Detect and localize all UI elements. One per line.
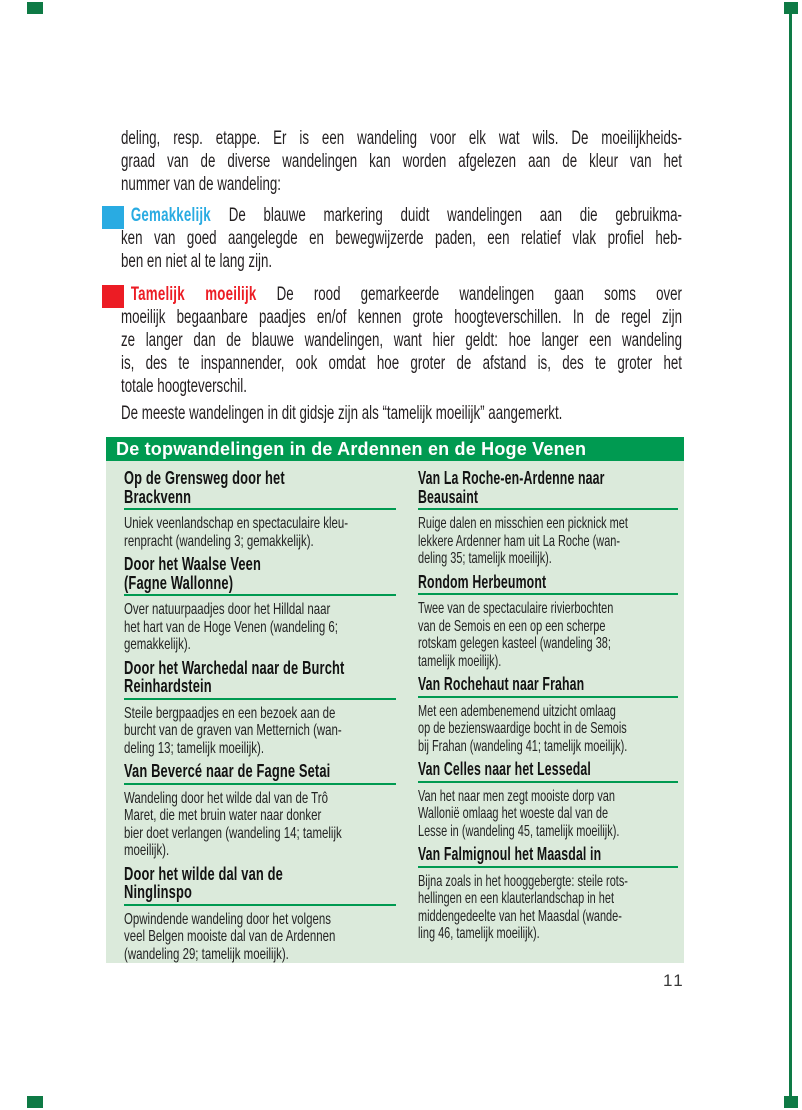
walk-description-line: bier doet verlangen (wandeling 14; tamelijk — [124, 824, 342, 842]
title-underline — [124, 904, 396, 906]
text-line: moeilijk begaanbare paadjes en/of kennen grote hoogteverschillen. In de regel zijn — [121, 307, 682, 328]
intro-paragraph — [121, 127, 682, 196]
walk-description — [124, 601, 396, 654]
walk-description — [418, 600, 678, 670]
walk-item — [124, 762, 396, 860]
walk-title-line: Door het wilde dal van de — [124, 863, 283, 884]
walk-item — [418, 573, 678, 671]
walk-title — [124, 659, 396, 696]
title-underline — [418, 781, 678, 783]
top-walks-panel — [106, 437, 684, 963]
walk-title — [418, 845, 678, 864]
walk-title-line: Beausaint — [418, 486, 479, 507]
text-line: ken van goed aangelegde en bewegwijzerde paden, een relatief vlak profiel heb- — [121, 228, 682, 249]
difficulty-label: Gemakkelijk — [130, 205, 211, 226]
walk-description-line: Uniek veenlandschap en spectaculaire kleu- — [124, 515, 349, 532]
walk-description — [124, 705, 396, 758]
walk-description — [418, 703, 678, 756]
walk-description-line: burcht van de graven van Metternich (wan- — [124, 722, 342, 739]
walk-description-line: moeilijk). — [124, 842, 170, 859]
walk-description-line: bij Frahan (wandeling 41; tamelijk moeilijk). — [418, 737, 628, 755]
page-number: 11 — [663, 971, 685, 990]
top-walks-body — [106, 461, 684, 963]
hard-difficulty-paragraph — [121, 283, 682, 398]
walk-description-line: ling 46, tamelijk moeilijk). — [418, 925, 540, 942]
walk-title-line: Door het Warchedal naar de Burcht — [124, 657, 345, 678]
title-underline — [418, 593, 678, 595]
walk-item — [124, 555, 396, 654]
walk-description-line: Lesse in (wandeling 45, tamelijk moeilijk). — [418, 822, 620, 840]
walk-title-line: Van Bevercé naar de Fagne Setai — [124, 761, 331, 781]
walk-title — [418, 469, 678, 506]
walk-description-line: Maret, die met bruin water naar donker — [124, 807, 322, 824]
walk-description-line: veel Belgen mooiste dal van de Ardennen — [124, 928, 336, 945]
walk-description-line: op de bezienswaardige bocht in de Semois — [418, 720, 627, 737]
walk-title-line: Van Celles naar het Lessedal — [418, 759, 591, 779]
text-line: nummer van de wandeling: — [121, 174, 281, 195]
walk-item — [418, 760, 678, 840]
top-walks-header — [106, 437, 684, 461]
walk-description-line: Ruige dalen en misschien een picknick met — [418, 515, 628, 532]
title-underline — [418, 696, 678, 698]
walk-description-line: deling 35; tamelijk moeilijk). — [418, 550, 552, 567]
text-line: is, des te inspannender, ook omdat hoe groter de afstand is, des te groter het — [121, 353, 682, 374]
walk-description-line: Steile bergpaadjes en een bezoek aan de — [124, 704, 336, 722]
left-column — [124, 469, 396, 963]
walk-description — [124, 515, 396, 550]
walk-description-line: renpracht (wandeling 3; gemakkelijk). — [124, 532, 314, 550]
walk-title — [124, 865, 396, 902]
walk-description-line: middengedeelte van het Maasdal (wande- — [418, 907, 622, 925]
title-underline — [124, 594, 396, 596]
text-line: totale hoogteverschil. — [121, 376, 247, 397]
walk-title-line: Van Falmignoul het Maasdal in — [418, 844, 602, 864]
walk-title-line: Van La Roche-en-Ardenne naar — [418, 468, 605, 488]
right-column — [418, 469, 678, 963]
text-line: ben en niet al te lang zijn. — [121, 251, 273, 272]
walk-description — [124, 911, 396, 964]
walk-item — [418, 675, 678, 755]
text-line: ze langer dan de blauwe wandelingen, want hier geldt: hoe langer een wandeling — [121, 330, 682, 351]
title-underline — [124, 698, 396, 700]
walk-description-line: gemakkelijk). — [124, 636, 191, 653]
text-line: Tamelijk moeilijk De rood gemarkeerde wandelingen gaan soms over — [130, 284, 682, 305]
text-line: De meeste wandelingen in dit gidsje zijn als “tamelijk moeilijk” aangemerkt. — [121, 403, 563, 424]
walk-description — [418, 515, 678, 568]
walk-description-line: rotskam gelegen kasteel (wandeling 38; — [418, 635, 611, 652]
walk-description-line: tamelijk moeilijk). — [418, 652, 502, 670]
walk-description-line: Over natuurpaadjes door het Hilldal naar — [124, 601, 331, 618]
walk-title-line: Brackvenn — [124, 486, 192, 507]
walk-title-line: Door het Waalse Veen — [124, 554, 262, 574]
title-underline — [124, 508, 396, 510]
walk-title — [418, 573, 678, 592]
walk-title — [418, 675, 678, 694]
walk-title-line: Rondom Herbeumont — [418, 571, 547, 592]
walk-item — [124, 659, 396, 758]
walk-description-line: Met een adembenemend uitzicht omlaag — [418, 702, 616, 720]
walk-title-line: Op de Grensweg door het — [124, 468, 285, 488]
walk-description-line: van de Semois en een op een scherpe — [418, 617, 606, 635]
walk-description-line: Bijna zoals in het hooggebergte: steile rots- — [418, 872, 628, 890]
walk-description-line: het hart van de Hoge Venen (wandeling 6; — [124, 618, 338, 636]
summary-paragraph — [121, 402, 682, 425]
title-underline — [124, 783, 396, 785]
page-edge-line — [789, 5, 792, 1105]
walk-description — [124, 790, 396, 860]
walk-description-line: Van het naar men zegt mooiste dorp van — [418, 787, 615, 805]
walk-description-line: Twee van de spectaculaire rivierbochten — [418, 600, 614, 617]
walk-item — [124, 469, 396, 550]
walk-description-line: lekkere Ardenner ham uit La Roche (wan- — [418, 532, 621, 550]
walk-title — [124, 469, 396, 506]
walk-description-line: Opwindende wandeling door het volgens — [124, 910, 331, 928]
text-line: graad van de diverse wandelingen kan worden afgelezen aan de kleur van het — [121, 151, 682, 172]
walk-title-line: Reinhardstein — [124, 676, 212, 696]
walk-item — [418, 469, 678, 568]
easy-difficulty-paragraph — [121, 204, 682, 273]
walk-title — [124, 762, 396, 781]
text-line: Gemakkelijk De blauwe markering duidt wandelingen aan die gebruikma- — [130, 205, 682, 226]
walk-description-line: hellingen en een klauterlandschap in het — [418, 890, 614, 907]
walk-item — [124, 865, 396, 964]
walk-item — [418, 845, 678, 943]
walk-description-line: Wallonië omlaag het woeste dal van de — [418, 805, 609, 822]
walk-description — [418, 788, 678, 841]
corner-mark-top-left — [27, 2, 43, 14]
walk-description-line: deling 13; tamelijk moeilijk). — [124, 739, 265, 757]
walk-title-line: Ninglinspo — [124, 882, 193, 902]
title-underline — [418, 866, 678, 868]
difficulty-label: Tamelijk moeilijk — [130, 284, 257, 305]
walk-description — [418, 873, 678, 943]
walk-title-line: Van Rochehaut naar Frahan — [418, 674, 585, 694]
walk-description-line: (wandeling 29; tamelijk moeilijk). — [124, 945, 289, 963]
text-line: deling, resp. etappe. Er is een wandeling voor elk wat wils. De moeilijkheids- — [121, 128, 682, 149]
walk-title — [124, 555, 396, 592]
walk-title-line: (Fagne Wallonne) — [124, 572, 234, 593]
walk-description-line: Wandeling door het wilde dal van de Trô — [124, 789, 328, 807]
top-walks-title: De topwandelingen in de Ardennen en de Hoge Venen — [116, 439, 587, 459]
corner-mark-bottom-left — [27, 1096, 43, 1108]
title-underline — [418, 508, 678, 510]
walk-title — [418, 760, 678, 779]
